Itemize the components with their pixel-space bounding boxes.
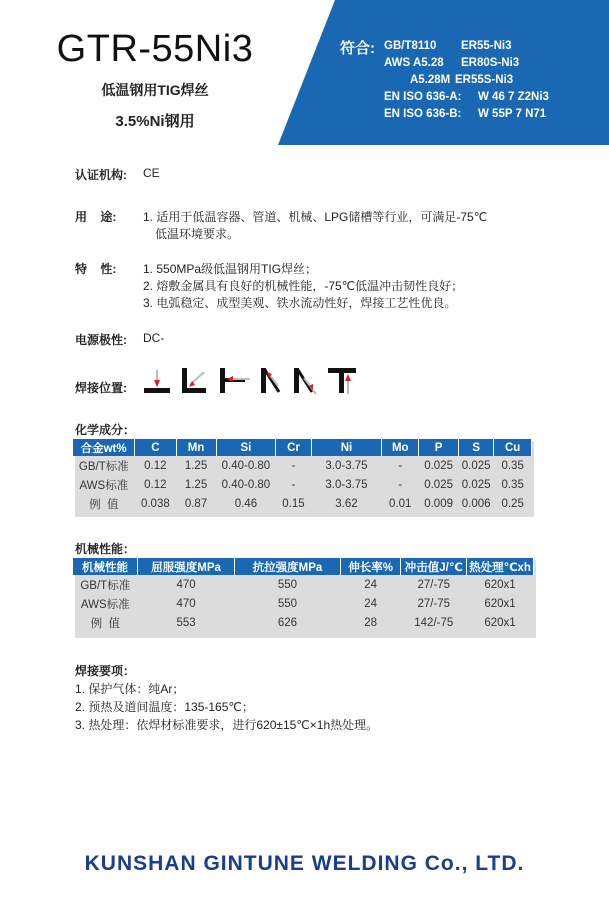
chem-cell: 3.0-3.75 [325, 478, 368, 491]
chem-cell: - [398, 459, 403, 472]
features-label: 特 性: [75, 262, 117, 276]
chem-cell: 0.01 [389, 497, 412, 510]
mech-cell: 620x1 [484, 578, 516, 591]
table-row [73, 594, 534, 613]
mech-header-cell: 屈服强度MPa [138, 558, 235, 575]
chemical-title: 化学成分： [75, 423, 136, 437]
standard-code: AWS A5.28 [384, 57, 444, 69]
mech-cell: 550 [277, 597, 298, 610]
flat-fillet-icon [144, 370, 170, 393]
chem-cell: 1.25 [184, 478, 208, 491]
horizontal-butt-icon [220, 368, 250, 393]
chem-cell: 0.025 [461, 478, 491, 491]
chem-header-cell: Cu [494, 439, 532, 456]
product-title: GTR-55Ni3 [56, 28, 254, 70]
chem-cell: 例 值 [89, 498, 119, 511]
chem-header-cell: 合金wt% [73, 439, 135, 456]
chem-cell: - [291, 459, 296, 472]
chem-header-cell: S [459, 439, 494, 456]
table-row [73, 613, 534, 632]
chem-cell: 0.40-0.80 [221, 459, 271, 472]
standard-class: ER80S-Ni3 [461, 57, 520, 69]
standard-class: W 46 7 Z2Ni3 [478, 91, 549, 103]
overhead-icon [328, 368, 356, 394]
mech-cell: 24 [364, 597, 378, 610]
chem-cell: - [291, 478, 296, 491]
polarity-label: 电源极性: [75, 333, 127, 347]
mechanical-table [73, 558, 534, 632]
chem-cell: 3.62 [335, 497, 358, 510]
welding-notes-title: 焊接要项： [75, 664, 136, 678]
mech-cell: GB/T标准 [80, 579, 131, 592]
polarity-value: DC- [143, 331, 165, 345]
mech-cell: 27/-75 [417, 578, 451, 591]
mech-cell: 27/-75 [417, 597, 451, 610]
note-line: 2. 预热及道间温度：135-165℃； [75, 700, 254, 714]
table-row [73, 456, 532, 475]
chem-cell: 0.12 [144, 459, 167, 472]
chem-cell: AWS标准 [79, 479, 129, 492]
certification-value: CE [143, 166, 160, 180]
positions-label: 焊接位置: [75, 381, 127, 395]
vertical-up-icon [261, 368, 279, 393]
certification-label: 认证机构: [75, 168, 127, 182]
chem-header-cell: Si [216, 439, 276, 456]
application-line: 1. 适用于低温容器、管道、机械、LPG储槽等行业，可满足-75℃ [143, 210, 488, 224]
chem-cell: 0.009 [424, 497, 453, 510]
mech-cell: 24 [364, 578, 378, 591]
table-row [73, 494, 532, 513]
mech-cell: 例 值 [90, 617, 120, 630]
standard-code: A5.28M [410, 74, 451, 86]
standards-label: 符合: [340, 40, 375, 57]
chem-cell: 1.25 [184, 459, 208, 472]
mech-cell: 620x1 [484, 616, 516, 629]
note-line: 3. 热处理：依焊材标准要求，进行620±15℃×1h热处理。 [75, 718, 379, 732]
chem-cell: 0.025 [461, 459, 491, 472]
table-row [73, 475, 532, 494]
chem-cell: - [398, 478, 403, 491]
horizontal-fillet-icon [182, 368, 206, 393]
mechanical-title: 机械性能： [75, 542, 136, 556]
mech-cell: 626 [277, 616, 298, 629]
application-line: 低温环境要求。 [155, 227, 240, 241]
chem-cell: 0.35 [501, 459, 524, 472]
chem-cell: 0.12 [144, 478, 167, 491]
chem-header-cell: Mn [176, 439, 216, 456]
mech-header-cell: 机械性能 [73, 558, 138, 575]
chem-cell: 0.46 [234, 497, 258, 510]
standard-code: EN ISO 636-B: [384, 108, 462, 120]
mech-header-cell: 热处理℃xh [467, 558, 534, 575]
mech-cell: 550 [277, 578, 298, 591]
welding-notes [75, 680, 378, 734]
feature-line: 2. 熔敷金属具有良好的机械性能，-75℃低温冲击韧性良好； [143, 279, 464, 293]
mech-cell: 28 [364, 616, 378, 629]
standard-class: W 55P 7 N71 [478, 108, 547, 120]
product-subtitle: 低温钢用TIG焊丝 [101, 82, 209, 98]
standard-class: ER55S-Ni3 [455, 74, 514, 86]
feature-line: 3. 电弧稳定、成型美观、铁水流动性好，焊接工艺性优良。 [143, 296, 457, 310]
mech-cell: 553 [176, 616, 196, 629]
mech-cell: 142/-75 [414, 616, 454, 629]
product-grade: 3.5%Ni钢用 [115, 113, 195, 130]
company-name: KUNSHAN GINTUNE WELDING Co., LTD. [84, 852, 525, 875]
mech-header-cell: 伸长率% [340, 558, 401, 575]
chem-cell: 0.15 [282, 497, 305, 510]
chem-cell: GB/T标准 [78, 460, 129, 473]
chem-cell: 0.025 [424, 459, 453, 472]
vertical-down-icon [294, 368, 316, 394]
chem-cell: 0.038 [140, 497, 170, 510]
standard-code: GB/T8110 [384, 40, 437, 52]
mech-cell: AWS标准 [80, 598, 130, 611]
chem-cell: 0.87 [184, 497, 208, 510]
standard-class: ER55-Ni3 [461, 40, 512, 52]
chem-cell: 0.006 [461, 497, 491, 510]
note-line: 1. 保护气体：纯Ar； [75, 682, 185, 696]
mech-cell: 470 [176, 578, 196, 591]
chem-cell: 0.25 [501, 497, 524, 510]
standard-code: EN ISO 636-A: [384, 91, 462, 103]
chem-cell: 0.025 [424, 478, 453, 491]
welding-positions [144, 366, 359, 396]
mech-header-cell: 冲击值J/℃ [401, 558, 467, 575]
chem-cell: 0.40-0.80 [221, 478, 271, 491]
chem-header-cell: Mo [382, 439, 419, 456]
chem-cell: 0.35 [501, 478, 524, 491]
chem-header-cell: C [135, 439, 176, 456]
mech-cell: 620x1 [484, 597, 516, 610]
application-label: 用 途: [75, 210, 117, 224]
chemical-table [73, 439, 532, 513]
chem-header-cell: Ni [311, 439, 382, 456]
chem-header-cell: Cr [276, 439, 311, 456]
chem-cell: 3.0-3.75 [325, 459, 368, 472]
mech-cell: 470 [176, 597, 196, 610]
chem-header-cell: P [419, 439, 459, 456]
mech-header-cell: 抗拉强度MPa [235, 558, 341, 575]
table-row [73, 575, 534, 594]
feature-line: 1. 550MPa级低温钢用TIG焊丝； [143, 262, 318, 276]
